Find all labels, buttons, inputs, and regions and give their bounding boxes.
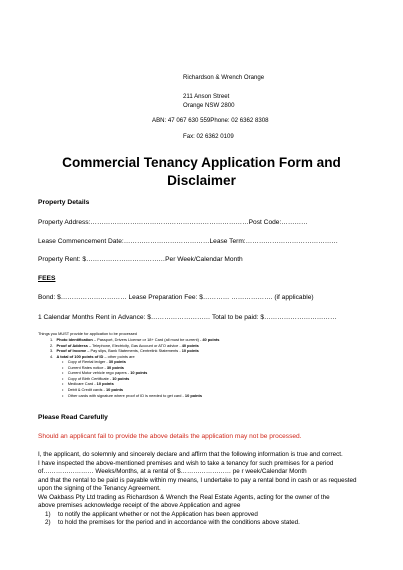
checklist-intro: Things you MUST provide for application to be processed xyxy=(38,331,137,336)
agency-abn-phone: ABN: 47 067 630 559Phone: 02 6362 8308 xyxy=(152,117,269,124)
declaration-line: above premises acknowledge receipt of the above Application and agree xyxy=(38,502,241,510)
document-title-line1: Commercial Tenancy Application Form and xyxy=(62,155,341,170)
declaration-paragraph xyxy=(38,451,357,528)
document-title-line2: Disclaimer xyxy=(167,173,236,188)
declaration-line: and that the rental to be paid is payable within my means, I undertake to pay a rental bond in cash or as requested xyxy=(38,476,357,484)
property-rent-field[interactable]: Property Rent: $………………………………Per Week/Calendar Month xyxy=(38,256,243,263)
agency-name: Richardson & Wrench Orange xyxy=(183,74,265,81)
agency-street: 211 Anson Street xyxy=(183,93,230,100)
agency-city: Orange NSW 2800 xyxy=(183,102,235,109)
declaration-bullet: 1) to notify the applicant whether or not the Application has been approved xyxy=(45,510,258,518)
checklist-subitem: • Debit & Credit cards - 10 points xyxy=(62,386,124,392)
checklist-subitem: • Other cards with signature where proof of ID is needed to get card - 10 points xyxy=(62,392,202,398)
checklist-subitem: • Current Motor vehicle rego papers - 10 points xyxy=(62,370,148,376)
agency-fax: Fax: 02 6362 0109 xyxy=(183,133,234,140)
checklist-subitem: • Copy of Birth Certificate - 10 points xyxy=(62,375,130,381)
bond-field[interactable]: Bond: $………………………… Lease Preparation Fee: $………… ………………. (if applicable) xyxy=(38,294,314,301)
checklist-subitem: • Copy of Rental ledger - 30 points xyxy=(62,359,126,364)
fees-heading: FEES xyxy=(38,275,56,282)
lease-commencement-field[interactable]: Lease Commencement Date:…………………………………Lease Term:…………………………………… xyxy=(38,238,338,245)
checklist-subitem: • Medicare Card - 10 points xyxy=(62,381,114,387)
declaration-line: We Oakbass Pty Ltd trading as Richardson & Wrench the Real Estate Agents, acting for the owner of the xyxy=(38,493,330,501)
checklist-subitem: • Current Rates notice - 30 points xyxy=(62,364,124,370)
property-address-field[interactable]: Property Address:………………………………………………………………Post Code:………… xyxy=(38,219,308,226)
property-details-heading: Property Details xyxy=(38,199,90,206)
declaration-line: I have inspected the above-mentioned premises and wish to take a tenancy for such premises for a period xyxy=(38,459,334,467)
checklist-item: 4. A total of 100 points of ID – other points are xyxy=(50,353,135,359)
declaration-line: upon the signing of the Tenancy Agreement. xyxy=(38,485,161,493)
checklist-item: 3. Proof of Income – Pay slips, Bank Statements, Centrelink Statements - 10 points xyxy=(50,348,199,353)
declaration-bullet: 2) to hold the premises for the period and in accordance with the conditions above stated. xyxy=(45,519,300,527)
checklist-item: 2. Proof of Address – Telephone, Electricity, Gas Account or ATO advice - 40 points xyxy=(50,342,199,348)
read-carefully-heading: Please Read Carefully xyxy=(38,414,108,421)
checklist-subitems xyxy=(62,359,202,398)
declaration-line: of…………………… Weeks/Months, at a rental of $…………………… pe r week/Calendar Month xyxy=(38,468,307,476)
checklist-item: 1. Photo identification – Passport, Drivers License or 18+ Card (all must be current) - 40 points xyxy=(50,337,220,342)
rent-advance-field[interactable]: 1 Calendar Months Rent in Advance: $……………………… Total to be paid: $…………………………… xyxy=(38,314,337,321)
warning-text: Should an applicant fail to provide the above details the application may not be processed. xyxy=(38,433,302,440)
declaration-line: I, the applicant, do solemnly and sincerely declare and affirm that the following information is true and correct. xyxy=(38,451,343,458)
checklist-list xyxy=(50,337,219,359)
